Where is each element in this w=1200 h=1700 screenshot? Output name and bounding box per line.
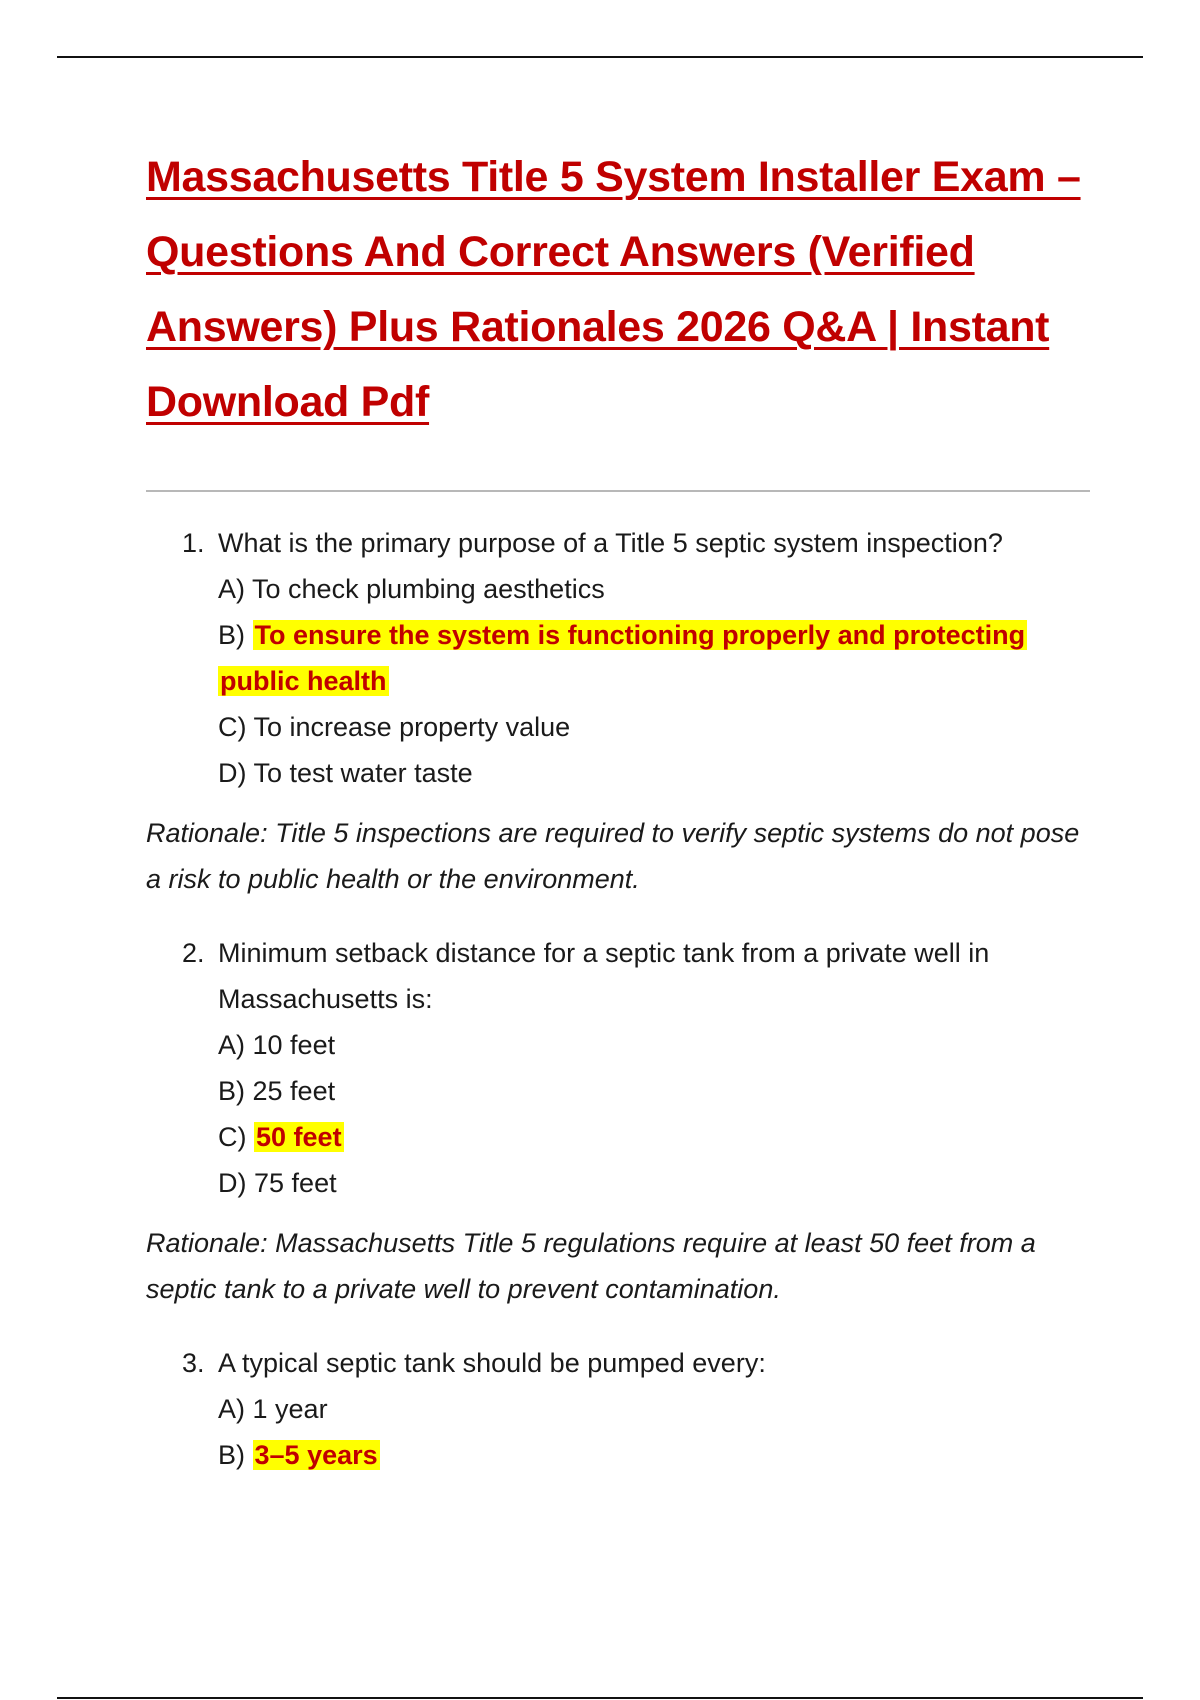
option-text: To increase property value (253, 712, 571, 742)
option-b (218, 1432, 1090, 1478)
option-text: To check plumbing aesthetics (252, 574, 605, 604)
bottom-rule (57, 1697, 1143, 1699)
document-body (146, 140, 1090, 1478)
question-number: 1. (182, 528, 205, 558)
option-c (218, 1114, 1090, 1160)
option-letter: B) (218, 620, 245, 650)
option-b (218, 1068, 1090, 1114)
question-1 (146, 520, 1090, 796)
option-letter: D) (218, 758, 247, 788)
top-rule (57, 56, 1143, 58)
correct-answer-text: 3–5 years (254, 1440, 378, 1470)
option-d (218, 1160, 1090, 1206)
option-letter: A) (218, 574, 245, 604)
correct-answer-text: 50 feet (256, 1122, 342, 1152)
option-c (218, 704, 1090, 750)
option-letter: B) (218, 1440, 245, 1470)
option-a (218, 1386, 1090, 1432)
option-text: 1 year (252, 1394, 328, 1424)
correct-answer-text: To ensure the system is functioning properly and protecting public health (220, 620, 1026, 696)
question-text: Minimum setback distance for a septic tank from a private well in Massachusetts is: (218, 938, 990, 1014)
question-3 (146, 1340, 1090, 1478)
question-number: 2. (182, 938, 205, 968)
option-d (218, 750, 1090, 796)
question-2 (146, 930, 1090, 1206)
question-text: A typical septic tank should be pumped every: (218, 1348, 766, 1378)
option-text: 25 feet (252, 1076, 336, 1106)
option-letter: C) (218, 712, 247, 742)
rationale-1: Rationale: Title 5 inspections are required to verify septic systems do not pose a risk to public health or the environment. (146, 818, 1080, 894)
option-letter: C) (218, 1122, 247, 1152)
option-b (218, 612, 1090, 704)
title-separator (146, 490, 1090, 492)
question-text: What is the primary purpose of a Title 5 septic system inspection? (218, 528, 1003, 558)
rationale-2: Rationale: Massachusetts Title 5 regulations require at least 50 feet from a septic tank to a private well to prevent contamination. (146, 1228, 1036, 1304)
option-letter: A) (218, 1394, 245, 1424)
option-letter: B) (218, 1076, 245, 1106)
option-letter: D) (218, 1168, 247, 1198)
option-text: To test water taste (253, 758, 473, 788)
option-text: 10 feet (252, 1030, 336, 1060)
option-a (218, 566, 1090, 612)
option-letter: A) (218, 1030, 245, 1060)
document-title: Massachusetts Title 5 System Installer Exam – Questions And Correct Answers (Verified Answers) Plus Rationales 2026 Q&A | Instant Download Pdf (146, 153, 1081, 426)
question-number: 3. (182, 1348, 205, 1378)
option-text: 75 feet (254, 1168, 337, 1198)
option-a (218, 1022, 1090, 1068)
